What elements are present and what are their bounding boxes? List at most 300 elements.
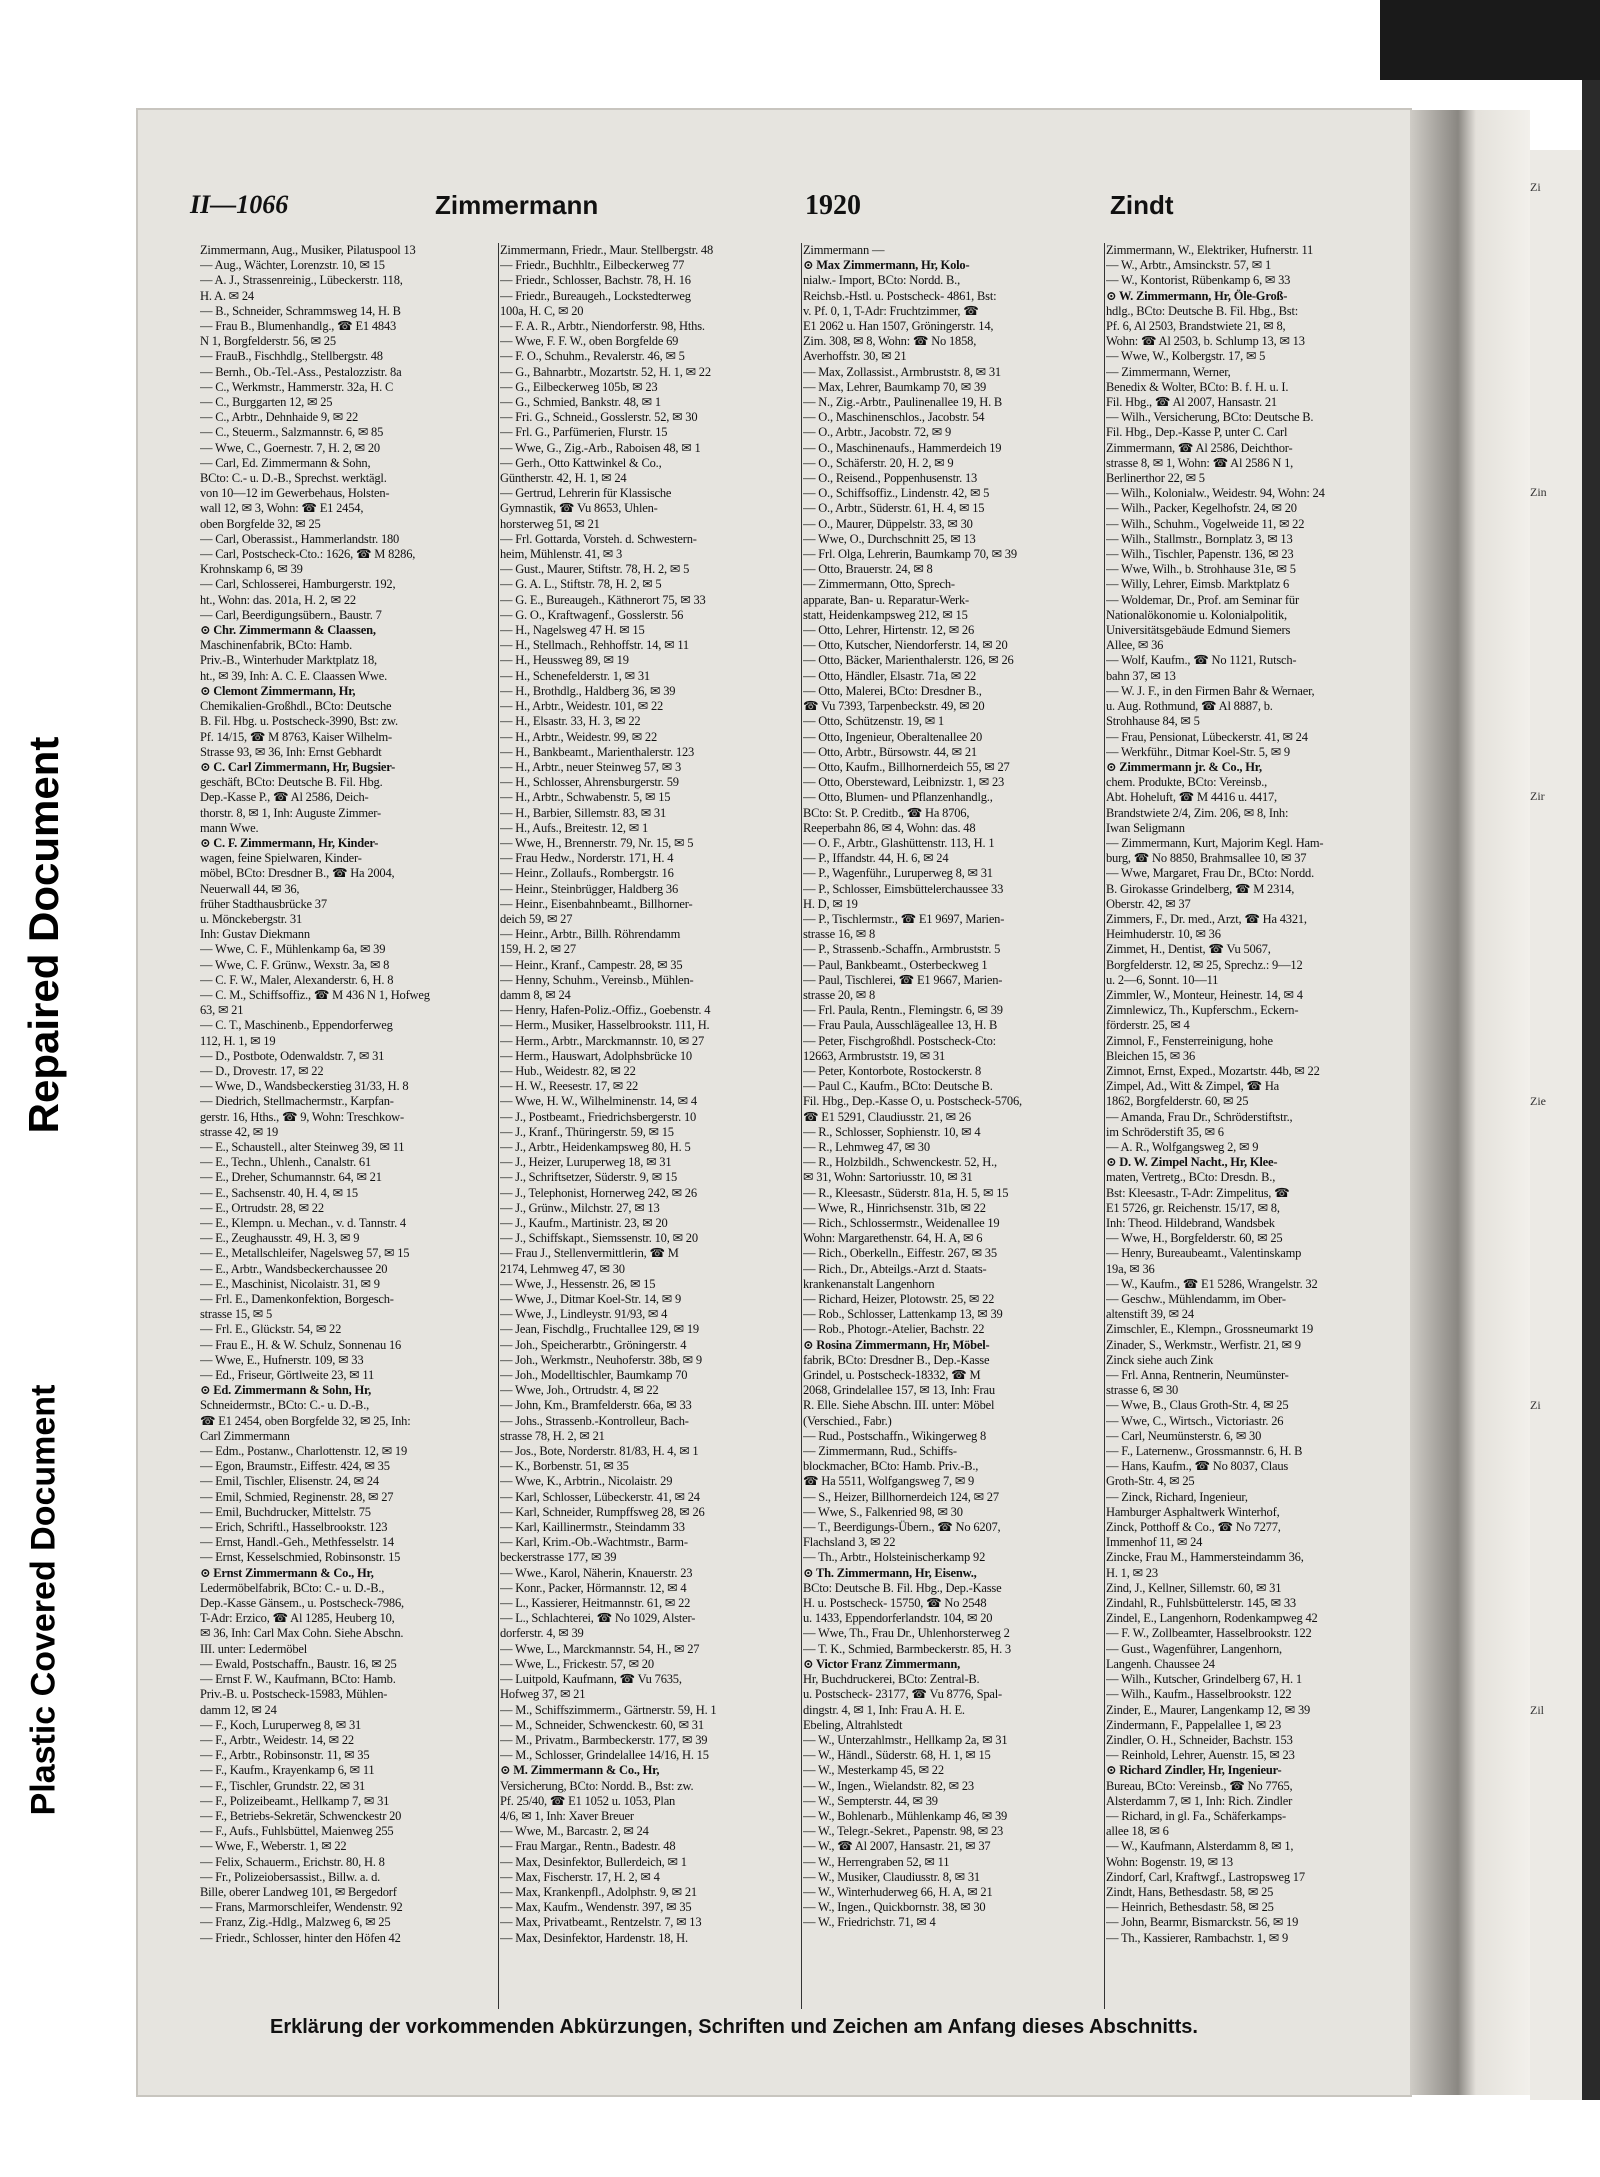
directory-entry-line: — R., Kleesastr., Süderstr. 81a, H. 5, ✉ 15 xyxy=(803,1185,1009,1200)
directory-entry-line: — F. O., Schuhm., Revalerstr. 46, ✉ 5 xyxy=(500,349,685,364)
directory-entry-line: — M., Schiffszimmerm., Gärtnerstr. 59, H. 1 xyxy=(500,1702,717,1717)
directory-entry-line: — O., Arbtr., Süderstr. 61, H. 4, ✉ 15 xyxy=(803,501,985,516)
directory-entry-line: Flachsland 3, ✉ 22 xyxy=(803,1535,896,1550)
directory-entry-line: wagen, feine Spielwaren, Kinder- xyxy=(200,851,362,866)
directory-entry-line: — Reinhold, Lehrer, Auenstr. 15, ✉ 23 xyxy=(1106,1748,1295,1763)
directory-entry-line: — Karl, Schneider, Rumpffsweg 28, ✉ 26 xyxy=(500,1504,705,1519)
directory-entry-line: — Max, Desinfektor, Hardenstr. 18, H. xyxy=(500,1930,688,1945)
directory-entry-line: — J., Heizer, Luruperweg 18, ✉ 31 xyxy=(500,1155,672,1170)
directory-entry-line: — Wwe, R., Hinrichsenstr. 31b, ✉ 22 xyxy=(803,1200,986,1215)
directory-entry-line: Zimmermann, Aug., Musiker, Pilatuspool 13 xyxy=(200,243,416,257)
directory-entry-line: — P., Wagenführ., Luruperweg 8, ✉ 31 xyxy=(803,866,993,881)
directory-entry-line: — Friedr., Buchhltr., Eilbeckerweg 77 xyxy=(500,258,685,273)
directory-entry-line: — Herm., Hauswart, Adolphsbrücke 10 xyxy=(500,1048,692,1063)
directory-entry-line: Pf. 25/40, ☎ E1 1052 u. 1053, Plan xyxy=(500,1793,676,1808)
directory-entry-line: — W., Friedrichstr. 71, ✉ 4 xyxy=(803,1915,936,1930)
directory-entry-line: — W., Musiker, Claudiusstr. 8, ✉ 31 xyxy=(803,1869,980,1884)
directory-entry-line: — Wilh., Tischler, Papenstr. 136, ✉ 23 xyxy=(1106,547,1294,562)
directory-entry-line: Abt. Hoheluft, ☎ M 4416 u. 4417, xyxy=(1106,790,1277,805)
directory-entry-line: — Friedr., Schlosser, Bachstr. 78, H. 16 xyxy=(500,273,691,288)
directory-entry-line: — E., Sachsenstr. 40, H. 4, ✉ 15 xyxy=(200,1185,358,1200)
directory-entry-line: chem. Produkte, BCto: Vereinsb., xyxy=(1106,775,1268,790)
directory-entry-line: — Diedrich, Stellmachermstr., Karpfan- xyxy=(200,1094,394,1109)
directory-entry-line: — Paul C., Kaufm., BCto: Deutsche B. xyxy=(803,1079,993,1094)
directory-entry-line: — M., Privatm., Barmbeckerstr. 177, ✉ 39 xyxy=(500,1732,708,1747)
directory-entry-line: — C. M., Schiffsoffiz., ☎ M 436 N 1, Hofweg xyxy=(200,987,430,1002)
directory-entry-line: — J., Kaufm., Martinistr. 23, ✉ 20 xyxy=(500,1216,668,1230)
directory-entry-line: — Max, Fischerstr. 17, H. 2, ✉ 4 xyxy=(500,1869,660,1884)
directory-entry-line: — W., Kaufmann, Alsterdamm 8, ✉ 1, xyxy=(1106,1839,1294,1854)
directory-entry-line: — G., Eilbeckerweg 105b, ✉ 23 xyxy=(500,379,658,394)
directory-entry-line: allee 18, ✉ 6 xyxy=(1106,1824,1169,1839)
directory-entry-line: — Wolf, Kaufm., ☎ No 1121, Rutsch- xyxy=(1106,653,1297,668)
directory-entry-line: — Emil, Buchdrucker, Mittelstr. 75 xyxy=(200,1504,371,1519)
directory-entry-line: — O., Maurer, Düppelstr. 33, ✉ 30 xyxy=(803,516,973,531)
directory-entry-line: — Carl, Ed. Zimmermann & Sohn, xyxy=(200,455,371,470)
directory-entry-line: damm 8, ✉ 24 xyxy=(500,987,571,1002)
directory-entry-line: — Frau, Pensionat, Lübeckerstr. 41, ✉ 24 xyxy=(1106,729,1308,744)
directory-entry-line: oben Borgfelde 32, ✉ 25 xyxy=(200,516,321,531)
directory-entry-line: im Schröderstift 35, ✉ 6 xyxy=(1106,1124,1224,1139)
directory-entry-line: Pf. 6, Al 2503, Brandstwiete 21, ✉ 8, xyxy=(1106,319,1286,334)
directory-entry-line: — Frau Hedw., Norderstr. 171, H. 4 xyxy=(500,851,674,866)
directory-entry-line: — Rich., Schlossermstr., Weidenallee 19 xyxy=(803,1216,1000,1230)
directory-entry-line: Zinck siehe auch Zink xyxy=(1106,1352,1214,1367)
directory-entry-line: — Paul, Tischlerei, ☎ E1 9667, Marien- xyxy=(803,972,1003,987)
directory-entry-line: — Gertrud, Lehrerin für Klassische xyxy=(500,486,672,501)
directory-entry-line: — Wwe, C. F., Mühlenkamp 6a, ✉ 39 xyxy=(200,942,386,957)
directory-entry-line: — Otto, Blumen- und Pflanzenhandlg., xyxy=(803,790,993,805)
directory-entry-line: — Johs., Strassenb.-Kontrolleur, Bach- xyxy=(500,1413,689,1428)
directory-entry-line: Berlinerthor 22, ✉ 5 xyxy=(1106,471,1205,486)
directory-entry-line: — W., Telegr.-Sekret., Papenstr. 98, ✉ 23 xyxy=(803,1824,1004,1839)
directory-entry-line: — Frau Paula, Ausschlägeallee 13, H. B xyxy=(803,1018,998,1033)
directory-entry-line: — Richard, in gl. Fa., Schäferkamps- xyxy=(1106,1808,1286,1823)
directory-entry-line: — Herm., Arbtr., Marckmannstr. 10, ✉ 27 xyxy=(500,1033,705,1048)
directory-entry-line: — Edm., Postanw., Charlottenstr. 12, ✉ 19 xyxy=(200,1444,408,1459)
directory-column-3 xyxy=(803,243,1091,2013)
directory-entry-line: Reichsb.-Hstl. u. Postscheck- 4861, Bst: xyxy=(803,288,997,303)
directory-entry-line: Hr, Buchdruckerei, BCto: Zentral-B. xyxy=(803,1672,980,1687)
directory-entry-line: — Ewald, Postschaffn., Baustr. 16, ✉ 25 xyxy=(200,1656,397,1671)
directory-entry-line: u. Postscheck- 23177, ☎ Vu 8776, Spal- xyxy=(803,1687,1002,1702)
directory-entry-line: — Max, Zollassist., Armbruststr. 8, ✉ 31 xyxy=(803,364,1001,379)
directory-entry-line: — Gust., Wagenführer, Langenhorn, xyxy=(1106,1641,1282,1656)
directory-entry-line: — H., Aufs., Breitestr. 12, ✉ 1 xyxy=(500,820,649,835)
directory-entry-line: Zinck, Potthoff & Co., ☎ No 7277, xyxy=(1106,1520,1281,1535)
directory-entry-line: — G. A. L., Stiftstr. 78, H. 2, ✉ 5 xyxy=(500,577,662,592)
directory-entry-line: — Woldemar, Dr., Prof. am Seminar für xyxy=(1106,592,1299,607)
directory-entry-line: Langenh. Chaussee 24 xyxy=(1106,1656,1215,1671)
directory-entry-line: thorstr. 8, ✉ 1, Inh: Auguste Zimmer- xyxy=(200,805,381,820)
directory-entry-line: — Wwe, J., Lindleystr. 91/93, ✉ 4 xyxy=(500,1307,668,1322)
directory-entry-line: — Wwe, M., Barcastr. 2, ✉ 24 xyxy=(500,1824,649,1839)
directory-entry-line: bahn 37, ✉ 13 xyxy=(1106,668,1176,683)
directory-entry-line: — E., Arbtr., Wandsbeckerchaussee 20 xyxy=(200,1261,388,1276)
directory-entry-line: — W., Ingen., Quickbornstr. 38, ✉ 30 xyxy=(803,1900,986,1915)
directory-entry-line: — Wwe, Margaret, Frau Dr., BCto: Nordd. xyxy=(1106,866,1315,881)
directory-entry-line: — F., Tischler, Grundstr. 22, ✉ 31 xyxy=(200,1778,366,1793)
directory-entry-line: — Heinr., Eisenbahnbeamt., Billhorner- xyxy=(500,896,693,911)
directory-entry-line: heim, Mühlenstr. 41, ✉ 3 xyxy=(500,547,622,562)
directory-entry-line: — Emil, Schmied, Reginenstr. 28, ✉ 27 xyxy=(200,1489,394,1504)
directory-entry-line: Schneidermstr., BCto: C.- u. D.-B., xyxy=(200,1398,370,1413)
directory-entry-line: BCto: Deutsche B. Fil. Hbg., Dep.-Kasse xyxy=(803,1580,1002,1595)
directory-entry-line: damm 12, ✉ 24 xyxy=(200,1702,277,1717)
directory-entry-line: — Wwe, L., Frickestr. 57, ✉ 20 xyxy=(500,1656,654,1671)
directory-columns xyxy=(200,243,1400,2013)
directory-entry-line: ☎ Ha 5511, Wolfgangsweg 7, ✉ 9 xyxy=(803,1474,975,1489)
directory-entry-line: — Wwe, O., Durchschnitt 25, ✉ 13 xyxy=(803,531,976,546)
directory-entry-line: — C., Burggarten 12, ✉ 25 xyxy=(200,395,333,410)
directory-entry-line: — Rich., Dr., Abteilgs.-Arzt d. Staats- xyxy=(803,1261,987,1276)
directory-entry-line: E1 2062 u. Han 1507, Gröningerstr. 14, xyxy=(803,319,994,334)
directory-entry-line: H. 1, ✉ 23 xyxy=(1106,1565,1158,1580)
directory-entry-line: Priv.-B., Winterhuder Marktplatz 18, xyxy=(200,653,377,668)
directory-entry-line: — Wwe, F., Weberstr. 1, ✉ 22 xyxy=(200,1839,347,1854)
directory-entry-line: — W., Kaufm., ☎ E1 5286, Wrangelstr. 32 xyxy=(1106,1276,1318,1291)
directory-entry-line: Zindel, E., Langenhorn, Rodenkampweg 42 xyxy=(1106,1611,1318,1626)
directory-entry-line: Zincke, Frau M., Hammersteindamm 36, xyxy=(1106,1550,1304,1565)
directory-entry-line: ☎ E1 2454, oben Borgfelde 32, ✉ 25, Inh: xyxy=(200,1413,411,1428)
directory-entry-line: u. Aug. Rothmund, ☎ Al 8887, b. xyxy=(1106,699,1273,714)
directory-entry-line: — W., Kontorist, Rübenkamp 6, ✉ 33 xyxy=(1106,273,1291,288)
directory-entry-line: Brandstwiete 2/4, Zim. 206, ✉ 8, Inh: xyxy=(1106,805,1289,820)
next-page-fragment: Zie xyxy=(1530,1093,1546,1108)
directory-entry-line: (Verschied., Fabr.) xyxy=(803,1413,892,1428)
directory-entry-line: — Carl, Schlosserei, Hamburgerstr. 192, xyxy=(200,577,396,592)
directory-entry-line: — O., Reisend., Poppenhusenstr. 13 xyxy=(803,471,978,486)
directory-entry-line: — Max, Privatbeamt., Rentzelstr. 7, ✉ 13 xyxy=(500,1915,702,1930)
directory-entry-line: ✉ 31, Wohn: Sartoriusstr. 10, ✉ 31 xyxy=(803,1170,973,1185)
directory-entry-line: förderstr. 25, ✉ 4 xyxy=(1106,1018,1190,1033)
directory-column-2 xyxy=(500,243,788,2013)
scan-edge-shadow xyxy=(1582,80,1600,2100)
directory-entry-line: Zinader, S., Werkmstr., Werfistr. 21, ✉ 9 xyxy=(1106,1337,1301,1352)
page-header xyxy=(190,190,1174,226)
directory-entry-line: — Rud., Postschaffn., Wikingerweg 8 xyxy=(803,1428,986,1443)
directory-entry-line: ⊙ Zimmermann jr. & Co., Hr, xyxy=(1106,759,1262,774)
directory-entry-line: — W., ☎ Al 2007, Hansastr. 21, ✉ 37 xyxy=(803,1839,991,1854)
directory-entry-line: — Emil, Tischler, Elisenstr. 24, ✉ 24 xyxy=(200,1474,379,1489)
directory-entry-line: — Erich, Schriftl., Hasselbrookstr. 123 xyxy=(200,1520,388,1535)
next-page-fragment: Zil xyxy=(1530,1702,1544,1717)
directory-entry-line: — J., Kranf., Thüringerstr. 59, ✉ 15 xyxy=(500,1124,674,1139)
directory-entry-line: — Frau Margar., Rentn., Badestr. 48 xyxy=(500,1839,676,1854)
directory-entry-line: Versicherung, BCto: Nordd. B., Bst: zw. xyxy=(500,1778,694,1793)
directory-entry-line: — FrauB., Fischhdlg., Stellbergstr. 48 xyxy=(200,349,383,364)
directory-entry-line: E1 5726, gr. Reichenstr. 15/17, ✉ 8, xyxy=(1106,1200,1280,1215)
directory-entry-line: — Rob., Photogr.-Atelier, Bachstr. 22 xyxy=(803,1322,985,1337)
directory-entry-line: — W. J. F., in den Firmen Bahr & Wernaer, xyxy=(1106,683,1315,698)
directory-entry-line: — E., Metallschleifer, Nagelsweg 57, ✉ 15 xyxy=(200,1246,410,1261)
directory-entry-line: krankenanstalt Langenhorn xyxy=(803,1276,935,1291)
directory-entry-line: — Max, Kaufm., Wendenstr. 397, ✉ 35 xyxy=(500,1900,692,1915)
sidebar xyxy=(0,0,84,2177)
directory-entry-line: — A. R., Wolfgangsweg 2, ✉ 9 xyxy=(1106,1139,1259,1154)
header-range: Zindt xyxy=(1110,190,1174,220)
directory-entry-line: Benedix & Wolter, BCto: B. f. H. u. I. xyxy=(1106,379,1289,394)
directory-entry-line: 63, ✉ 21 xyxy=(200,1003,244,1018)
directory-entry-line: — C. T., Maschinenb., Eppendorferweg xyxy=(200,1018,393,1033)
directory-entry-line: — H., Schlosser, Ahrensburgerstr. 59 xyxy=(500,775,679,790)
directory-column-1 xyxy=(200,243,488,2013)
directory-entry-line: T-Adr: Erzico, ☎ Al 1285, Heuberg 10, xyxy=(200,1611,395,1626)
directory-entry-line: — O., Schäferstr. 20, H. 2, ✉ 9 xyxy=(803,455,954,470)
directory-entry-line: ht., Wohn: das. 201a, H. 2, ✉ 22 xyxy=(200,592,356,607)
directory-entry-line: — Wwe, S., Falkenried 98, ✉ 30 xyxy=(803,1504,963,1519)
directory-entry-line: Inh: Gustav Diekmann xyxy=(200,927,310,942)
directory-entry-line: — Carl, Beerdigungsübern., Baustr. 7 xyxy=(200,607,382,622)
directory-entry-line: B. Girokasse Grindelberg, ☎ M 2314, xyxy=(1106,881,1295,896)
directory-entry-line: — G. O., Kraftwagenf., Gosslerstr. 56 xyxy=(500,607,684,622)
directory-entry-line: — F., Betriebs-Sekretär, Schwenckestr 20 xyxy=(200,1808,402,1823)
directory-entry-line: — Bernh., Ob.-Tel.-Ass., Pestalozzistr. 8a xyxy=(200,364,402,379)
directory-entry-line: Nationalökonomie u. Kolonialpolitik, xyxy=(1106,607,1287,622)
directory-entry-line: ☎ Vu 7393, Tarpenbeckstr. 49, ✉ 20 xyxy=(803,699,985,714)
directory-entry-line: strasse 42, ✉ 19 xyxy=(200,1124,279,1139)
directory-entry-line: — Max, Desinfektor, Bullerdeich, ✉ 1 xyxy=(500,1854,687,1869)
directory-entry-line: 12663, Armbruststr. 19, ✉ 31 xyxy=(803,1048,946,1063)
directory-entry-line: — Willy, Lehrer, Eimsb. Marktplatz 6 xyxy=(1106,577,1290,592)
directory-entry-line: — Wwe, G., Zig.-Arb., Raboisen 48, ✉ 1 xyxy=(500,440,701,455)
directory-entry-line: — Frl. E., Damenkonfektion, Borgesch- xyxy=(200,1292,394,1307)
directory-entry-line: — Fr., Polizeiobersassist., Billw. a. d. xyxy=(200,1869,381,1884)
directory-entry-line: Bleichen 15, ✉ 36 xyxy=(1106,1048,1196,1063)
directory-entry-line: BCto: C.- u. D.-B., Sprechst. werktägl. xyxy=(200,471,387,486)
directory-entry-line: ⊙ W. Zimmermann, Hr, Öle-Groß- xyxy=(1106,288,1288,303)
directory-entry-line: ⊙ C. F. Zimmermann, Hr, Kinder- xyxy=(200,835,379,850)
directory-entry-line: — Otto, Ingenieur, Oberaltenallee 20 xyxy=(803,729,983,744)
directory-entry-line: von 10—12 im Gewerbehaus, Holsten- xyxy=(200,486,390,501)
directory-entry-line: — F., Aufs., Fuhlsbüttel, Maienweg 255 xyxy=(200,1824,394,1839)
directory-entry-line: — Max, Lehrer, Baumkamp 70, ✉ 39 xyxy=(803,379,987,394)
directory-entry-line: — Frl. Paula, Rentn., Flemingstr. 6, ✉ 39 xyxy=(803,1003,1003,1018)
directory-entry-line: — Friedr., Schlosser, hinter den Höfen 42 xyxy=(200,1930,401,1945)
directory-entry-line: Zindt, Hans, Bethesdastr. 58, ✉ 25 xyxy=(1106,1884,1274,1899)
directory-entry-line: — F., Koch, Luruperweg 8, ✉ 31 xyxy=(200,1717,362,1732)
directory-entry-line: Borgfelderstr. 12, ✉ 25, Sprechz.: 9—12 xyxy=(1106,957,1303,972)
directory-entry-line: — F., Arbtr., Robinsonstr. 11, ✉ 35 xyxy=(200,1748,370,1763)
directory-entry-line: — W., Arbtr., Amsinckstr. 57, ✉ 1 xyxy=(1106,258,1272,273)
directory-entry-line: — Wwe, C., Wirtsch., Victoriastr. 26 xyxy=(1106,1413,1284,1428)
directory-entry-line: Zimmermann, ☎ Al 2586, Deichthor- xyxy=(1106,440,1293,455)
directory-entry-line: Iwan Seligmann xyxy=(1106,820,1185,835)
directory-entry-line: burg, ☎ No 8850, Brahmsallee 10, ✉ 37 xyxy=(1106,851,1307,866)
directory-entry-line: H. D, ✉ 19 xyxy=(803,896,858,911)
directory-entry-line: — F., Laternenw., Grossmannstr. 6, H. B xyxy=(1106,1444,1303,1459)
directory-entry-line: Zindorf, Carl, Kraftwgf., Lastropsweg 17 xyxy=(1106,1869,1305,1884)
directory-entry-line: — Peter, Kontorbote, Rostockerstr. 8 xyxy=(803,1063,982,1078)
directory-entry-line: — Rich., Oberkelln., Eiffestr. 267, ✉ 35 xyxy=(803,1246,997,1261)
directory-entry-line: — W., Händl., Süderstr. 68, H. 1, ✉ 15 xyxy=(803,1748,991,1763)
directory-entry-line: früher Stadthausbrücke 37 xyxy=(200,896,327,911)
directory-entry-line: Pf. 14/15, ☎ M 8763, Kaiser Wilhelm- xyxy=(200,729,392,744)
directory-entry-line: nialw.- Import, BCto: Nordd. B., xyxy=(803,273,961,288)
page-number: II—1066 xyxy=(190,190,289,219)
directory-entry-line: ⊙ Ed. Zimmermann & Sohn, Hr, xyxy=(200,1383,372,1398)
directory-entry-line: — C., Steuerm., Salzmannstr. 6, ✉ 85 xyxy=(200,425,384,440)
directory-entry-line: dorferstr. 4, ✉ 39 xyxy=(500,1626,584,1641)
directory-entry-line: — E., Ortrudstr. 28, ✉ 22 xyxy=(200,1200,324,1215)
directory-entry-line: Reeperbahn 86, ✉ 4, Wohn: das. 48 xyxy=(803,820,976,835)
directory-entry-line: Grindel, u. Postscheck-18332, ☎ M xyxy=(803,1368,981,1383)
directory-entry-line: — O., Schiffsoffiz., Lindenstr. 42, ✉ 5 xyxy=(803,486,990,501)
directory-entry-line: Maschinenfabrik, BCto: Hamb. xyxy=(200,638,353,653)
directory-entry-line: 2068, Grindelallee 157, ✉ 13, Inh: Frau xyxy=(803,1383,995,1398)
directory-entry-line: — Amanda, Frau Dr., Schröderstiftstr., xyxy=(1106,1109,1293,1124)
directory-entry-line: — Th., Arbtr., Holsteinischerkamp 92 xyxy=(803,1550,986,1565)
directory-entry-line: — P., Iffandstr. 44, H. 6, ✉ 24 xyxy=(803,851,949,866)
directory-entry-line: — Wwe, D., Wandsbeckerstieg 31/33, H. 8 xyxy=(200,1079,409,1094)
directory-entry-line: Fil. Hbg., Dep.-Kasse O, u. Postscheck-5706, xyxy=(803,1094,1022,1109)
directory-entry-line: ⊙ C. Carl Zimmermann, Hr, Bugsier- xyxy=(200,759,396,774)
directory-entry-line: — Frl. E., Glückstr. 54, ✉ 22 xyxy=(200,1322,342,1337)
directory-entry-line: — Otto, Obersteward, Leibnizstr. 1, ✉ 23 xyxy=(803,775,1005,790)
directory-entry-line: — Hub., Weidestr. 82, ✉ 22 xyxy=(500,1063,636,1078)
directory-entry-line: Immenhof 11, ✉ 24 xyxy=(1106,1535,1203,1550)
directory-entry-line: — G. E., Bureaugeh., Käthnerort 75, ✉ 33 xyxy=(500,592,706,607)
directory-entry-line: — Gerh., Otto Kattwinkel & Co., xyxy=(500,455,662,470)
directory-entry-line: — Wwe, C. F. Grünw., Wexstr. 3a, ✉ 8 xyxy=(200,957,390,972)
next-page-fragment: Zin xyxy=(1530,484,1547,499)
directory-entry-line: — Wwe, J., Hessenstr. 26, ✉ 15 xyxy=(500,1276,656,1291)
directory-entry-line: — Henry, Hafen-Poliz.-Offiz., Goebenstr. 4 xyxy=(500,1003,711,1018)
directory-entry-line: R. Elle. Siehe Abschn. III. unter: Möbel xyxy=(803,1398,995,1413)
directory-entry-line: — Joh., Speicherarbtr., Gröningerstr. 4 xyxy=(500,1337,687,1352)
directory-entry-line: — Jos., Bote, Norderstr. 81/83, H. 4, ✉ 1 xyxy=(500,1444,699,1459)
directory-entry-line: ⊙ Richard Zindler, Hr, Ingenieur- xyxy=(1106,1763,1282,1778)
directory-entry-line: maten, Vertretg., BCto: Dresdn. B., xyxy=(1106,1170,1276,1185)
directory-entry-line: Zimmler, W., Monteur, Heinestr. 14, ✉ 4 xyxy=(1106,987,1303,1002)
directory-entry-line: — D., Postbote, Odenwaldstr. 7, ✉ 31 xyxy=(200,1048,385,1063)
directory-entry-line: — Egon, Braumstr., Eiffestr. 424, ✉ 35 xyxy=(200,1459,390,1474)
directory-entry-line: Zimnot, Ernst, Exped., Mozartstr. 44b, ✉ 22 xyxy=(1106,1063,1320,1078)
directory-entry-line: altenstift 39, ✉ 24 xyxy=(1106,1307,1194,1322)
directory-entry-line: — Jean, Fischdlg., Fruchtallee 129, ✉ 19 xyxy=(500,1322,699,1337)
directory-entry-line: — Karl, Krim.-Ob.-Wachtmstr., Barm- xyxy=(500,1535,688,1550)
directory-entry-line: — Aug., Wächter, Lorenzstr. 10, ✉ 15 xyxy=(200,258,385,273)
directory-entry-line: beckerstrasse 177, ✉ 39 xyxy=(500,1550,617,1565)
directory-entry-line: — Carl, Oberassist., Hammerlandstr. 180 xyxy=(200,531,400,546)
directory-entry-line: — J., Schriftsetzer, Süderstr. 9, ✉ 15 xyxy=(500,1170,678,1185)
directory-entry-line: — Fri. G., Schneid., Gosslerstr. 52, ✉ 30 xyxy=(500,410,698,425)
directory-entry-line: — Otto, Bäcker, Marienthalerstr. 126, ✉ 26 xyxy=(803,653,1014,668)
directory-entry-line: — Felix, Schauerm., Erichstr. 80, H. 8 xyxy=(200,1854,385,1869)
directory-entry-line: — E., Zeughausstr. 49, H. 3, ✉ 9 xyxy=(200,1231,360,1246)
directory-entry-line: — Otto, Händler, Elsastr. 71a, ✉ 22 xyxy=(803,668,977,683)
plastic-covered-document-label: Plastic Covered Document xyxy=(24,1384,63,1816)
directory-entry-line: B. Fil. Hbg. u. Postscheck-3990, Bst: zw. xyxy=(200,714,398,729)
directory-entry-line: Carl Zimmermann xyxy=(200,1428,290,1443)
directory-entry-line: — Herm., Musiker, Hasselbrookstr. 111, H. xyxy=(500,1018,710,1033)
directory-entry-line: — H., Bankbeamt., Marienthalerstr. 123 xyxy=(500,744,695,759)
directory-entry-line: — C. F. W., Maler, Alexanderstr. 6, H. 8 xyxy=(200,972,394,987)
directory-entry-line: Zimmermann — xyxy=(803,243,885,257)
directory-entry-line: — F. W., Zollbeamter, Hasselbrookstr. 122 xyxy=(1106,1626,1312,1641)
directory-entry-line: — Wilh., Schuhm., Vogelweide 11, ✉ 22 xyxy=(1106,516,1305,531)
directory-entry-line: — Max, Krankenpfl., Adolphstr. 9, ✉ 21 xyxy=(500,1884,697,1899)
directory-entry-line: — E., Schaustell., alter Steinweg 39, ✉ 11 xyxy=(200,1139,405,1154)
directory-entry-line: Priv.-B. u. Postscheck-15983, Mühlen- xyxy=(200,1687,388,1702)
directory-entry-line: strasse 78, H. 2, ✉ 21 xyxy=(500,1428,605,1443)
directory-entry-line: — Paul, Bankbeamt., Osterbeckweg 1 xyxy=(803,957,988,972)
directory-entry-line: H. A. ✉ 24 xyxy=(200,288,254,303)
directory-entry-line: — M., Schneider, Schwenckestr. 60, ✉ 31 xyxy=(500,1717,704,1732)
directory-entry-line: Wohn: ☎ Al 2503, b. Schlump 13, ✉ 13 xyxy=(1106,334,1305,349)
directory-entry-line: — H., Elsastr. 33, H. 3, ✉ 22 xyxy=(500,714,641,729)
directory-entry-line: Hofweg 37, ✉ 21 xyxy=(500,1687,586,1702)
directory-entry-line: Zindahl, R., Fuhlsbüttelerstr. 145, ✉ 33 xyxy=(1106,1596,1296,1611)
directory-entry-line: strasse 16, ✉ 8 xyxy=(803,927,876,942)
directory-entry-line: Zinder, E., Maurer, Langenkamp 12, ✉ 39 xyxy=(1106,1702,1311,1717)
directory-entry-line: — Wilh., Kaufm., Hasselbrookstr. 122 xyxy=(1106,1687,1292,1702)
directory-entry-line: Averhoffstr. 30, ✉ 21 xyxy=(803,349,907,364)
directory-entry-line: Bst: Kleesastr., T-Adr: Zimpelitus, ☎ xyxy=(1106,1185,1290,1200)
directory-entry-line: Zind, J., Kellner, Sillemstr. 60, ✉ 31 xyxy=(1106,1580,1282,1595)
directory-entry-line: — Wwe., Karol, Näherin, Knauerstr. 23 xyxy=(500,1565,693,1580)
directory-entry-line: — Frau J., Stellenvermittlerin, ☎ M xyxy=(500,1246,679,1261)
directory-entry-line: Zimmermann, W., Elektriker, Hufnerstr. 11 xyxy=(1106,243,1314,257)
header-year: 1920 xyxy=(805,190,861,221)
directory-entry-line: 1862, Borgfelderstr. 60, ✉ 25 xyxy=(1106,1094,1249,1109)
directory-entry-line: ⊙ M. Zimmermann & Co., Hr, xyxy=(500,1763,660,1778)
directory-entry-line: — Wwe, J., Ditmar Koel-Str. 14, ✉ 9 xyxy=(500,1292,682,1307)
directory-entry-line: — W., Bohlenarb., Mühlenkamp 46, ✉ 39 xyxy=(803,1808,1008,1823)
directory-entry-line: — W., Sempterstr. 44, ✉ 39 xyxy=(803,1793,938,1808)
directory-entry-line: Oberstr. 42, ✉ 37 xyxy=(1106,896,1191,911)
directory-entry-line: wall 12, ✉ 3, Wohn: ☎ E1 2454, xyxy=(200,501,364,516)
directory-entry-line: gerstr. 16, Hths., ☎ 9, Wohn: Treschkow- xyxy=(200,1109,404,1124)
directory-entry-line: — Henry, Bureaubeamt., Valentinskamp xyxy=(1106,1246,1302,1261)
directory-entry-line: — W., Mesterkamp 45, ✉ 22 xyxy=(803,1763,944,1778)
directory-entry-line: Allee, ✉ 36 xyxy=(1106,638,1164,653)
directory-entry-line: — Frau E., H. & W. Schulz, Sonnenau 16 xyxy=(200,1337,402,1352)
directory-entry-line: ⊙ Clemont Zimmermann, Hr, xyxy=(200,683,356,698)
directory-entry-line: — Wwe, L., Marckmannstr. 54, H., ✉ 27 xyxy=(500,1641,700,1656)
directory-entry-line: Fil. Hbg., Dep.-Kasse P, unter C. Carl xyxy=(1106,425,1288,440)
directory-entry-line: 159, H. 2, ✉ 27 xyxy=(500,942,576,957)
directory-entry-line: — Otto, Brauerstr. 24, ✉ 8 xyxy=(803,562,933,577)
directory-entry-line: — Wwe, B., Claus Groth-Str. 4, ✉ 25 xyxy=(1106,1398,1289,1413)
directory-entry-line: — G., Schmied, Bankstr. 48, ✉ 1 xyxy=(500,395,661,410)
directory-entry-line: — E., Techn., Uhlenh., Canalstr. 61 xyxy=(200,1155,372,1170)
directory-entry-line: — W., Ingen., Wielandstr. 82, ✉ 23 xyxy=(803,1778,974,1793)
directory-entry-line: — Konr., Packer, Hörmannstr. 12, ✉ 4 xyxy=(500,1580,687,1595)
directory-entry-line: Zimmers, F., Dr. med., Arzt, ☎ Ha 4321, xyxy=(1106,911,1307,926)
directory-entry-line: — J., Postbeamt., Friedrichsbergerstr. 10 xyxy=(500,1109,697,1124)
directory-entry-line: — Karl, Kaillinermstr., Steindamm 33 xyxy=(500,1520,685,1535)
directory-entry-line: — Franz, Zig.-Hdlg., Malzweg 6, ✉ 25 xyxy=(200,1915,391,1930)
directory-entry-line: — T., Beerdigungs-Übern., ☎ No 6207, xyxy=(803,1520,1001,1535)
directory-entry-line: — P., Tischlermstr., ☎ E1 9697, Marien- xyxy=(803,911,1005,926)
directory-entry-line: — Heinr., Steinbrügger, Haldberg 36 xyxy=(500,881,678,896)
directory-entry-line: — C., Arbtr., Dehnhaide 9, ✉ 22 xyxy=(200,410,359,425)
directory-entry-line: horsterweg 51, ✉ 21 xyxy=(500,516,600,531)
directory-entry-line: 4/6, ✉ 1, Inh: Xaver Breuer xyxy=(500,1808,634,1823)
directory-entry-line: Zindler, O. H., Schneider, Bachstr. 153 xyxy=(1106,1732,1293,1747)
directory-entry-line: — E., Maschinist, Nicolaistr. 31, ✉ 9 xyxy=(200,1276,380,1291)
directory-entry-line: — Otto, Lehrer, Hirtenstr. 12, ✉ 26 xyxy=(803,623,974,638)
directory-entry-line: — H., Arbtr., Weidestr. 99, ✉ 22 xyxy=(500,729,657,744)
directory-entry-line: Groth-Str. 4, ✉ 25 xyxy=(1106,1474,1195,1489)
directory-entry-line: — Wwe, Wilh., b. Strohhause 31e, ✉ 5 xyxy=(1106,562,1296,577)
directory-entry-line: ⊙ D. W. Zimpel Nacht., Hr, Klee- xyxy=(1106,1155,1278,1170)
directory-entry-line: ☎ E1 5291, Claudiusstr. 21, ✉ 26 xyxy=(803,1109,971,1124)
directory-entry-line: ⊙ Th. Zimmermann, Hr, Eisenw., xyxy=(803,1565,977,1580)
directory-entry-line: — Wwe, E., Hufnerstr. 109, ✉ 33 xyxy=(200,1352,364,1367)
directory-entry-line: Ledermöbelfabrik, BCto: C.- u. D.-B., xyxy=(200,1580,385,1595)
